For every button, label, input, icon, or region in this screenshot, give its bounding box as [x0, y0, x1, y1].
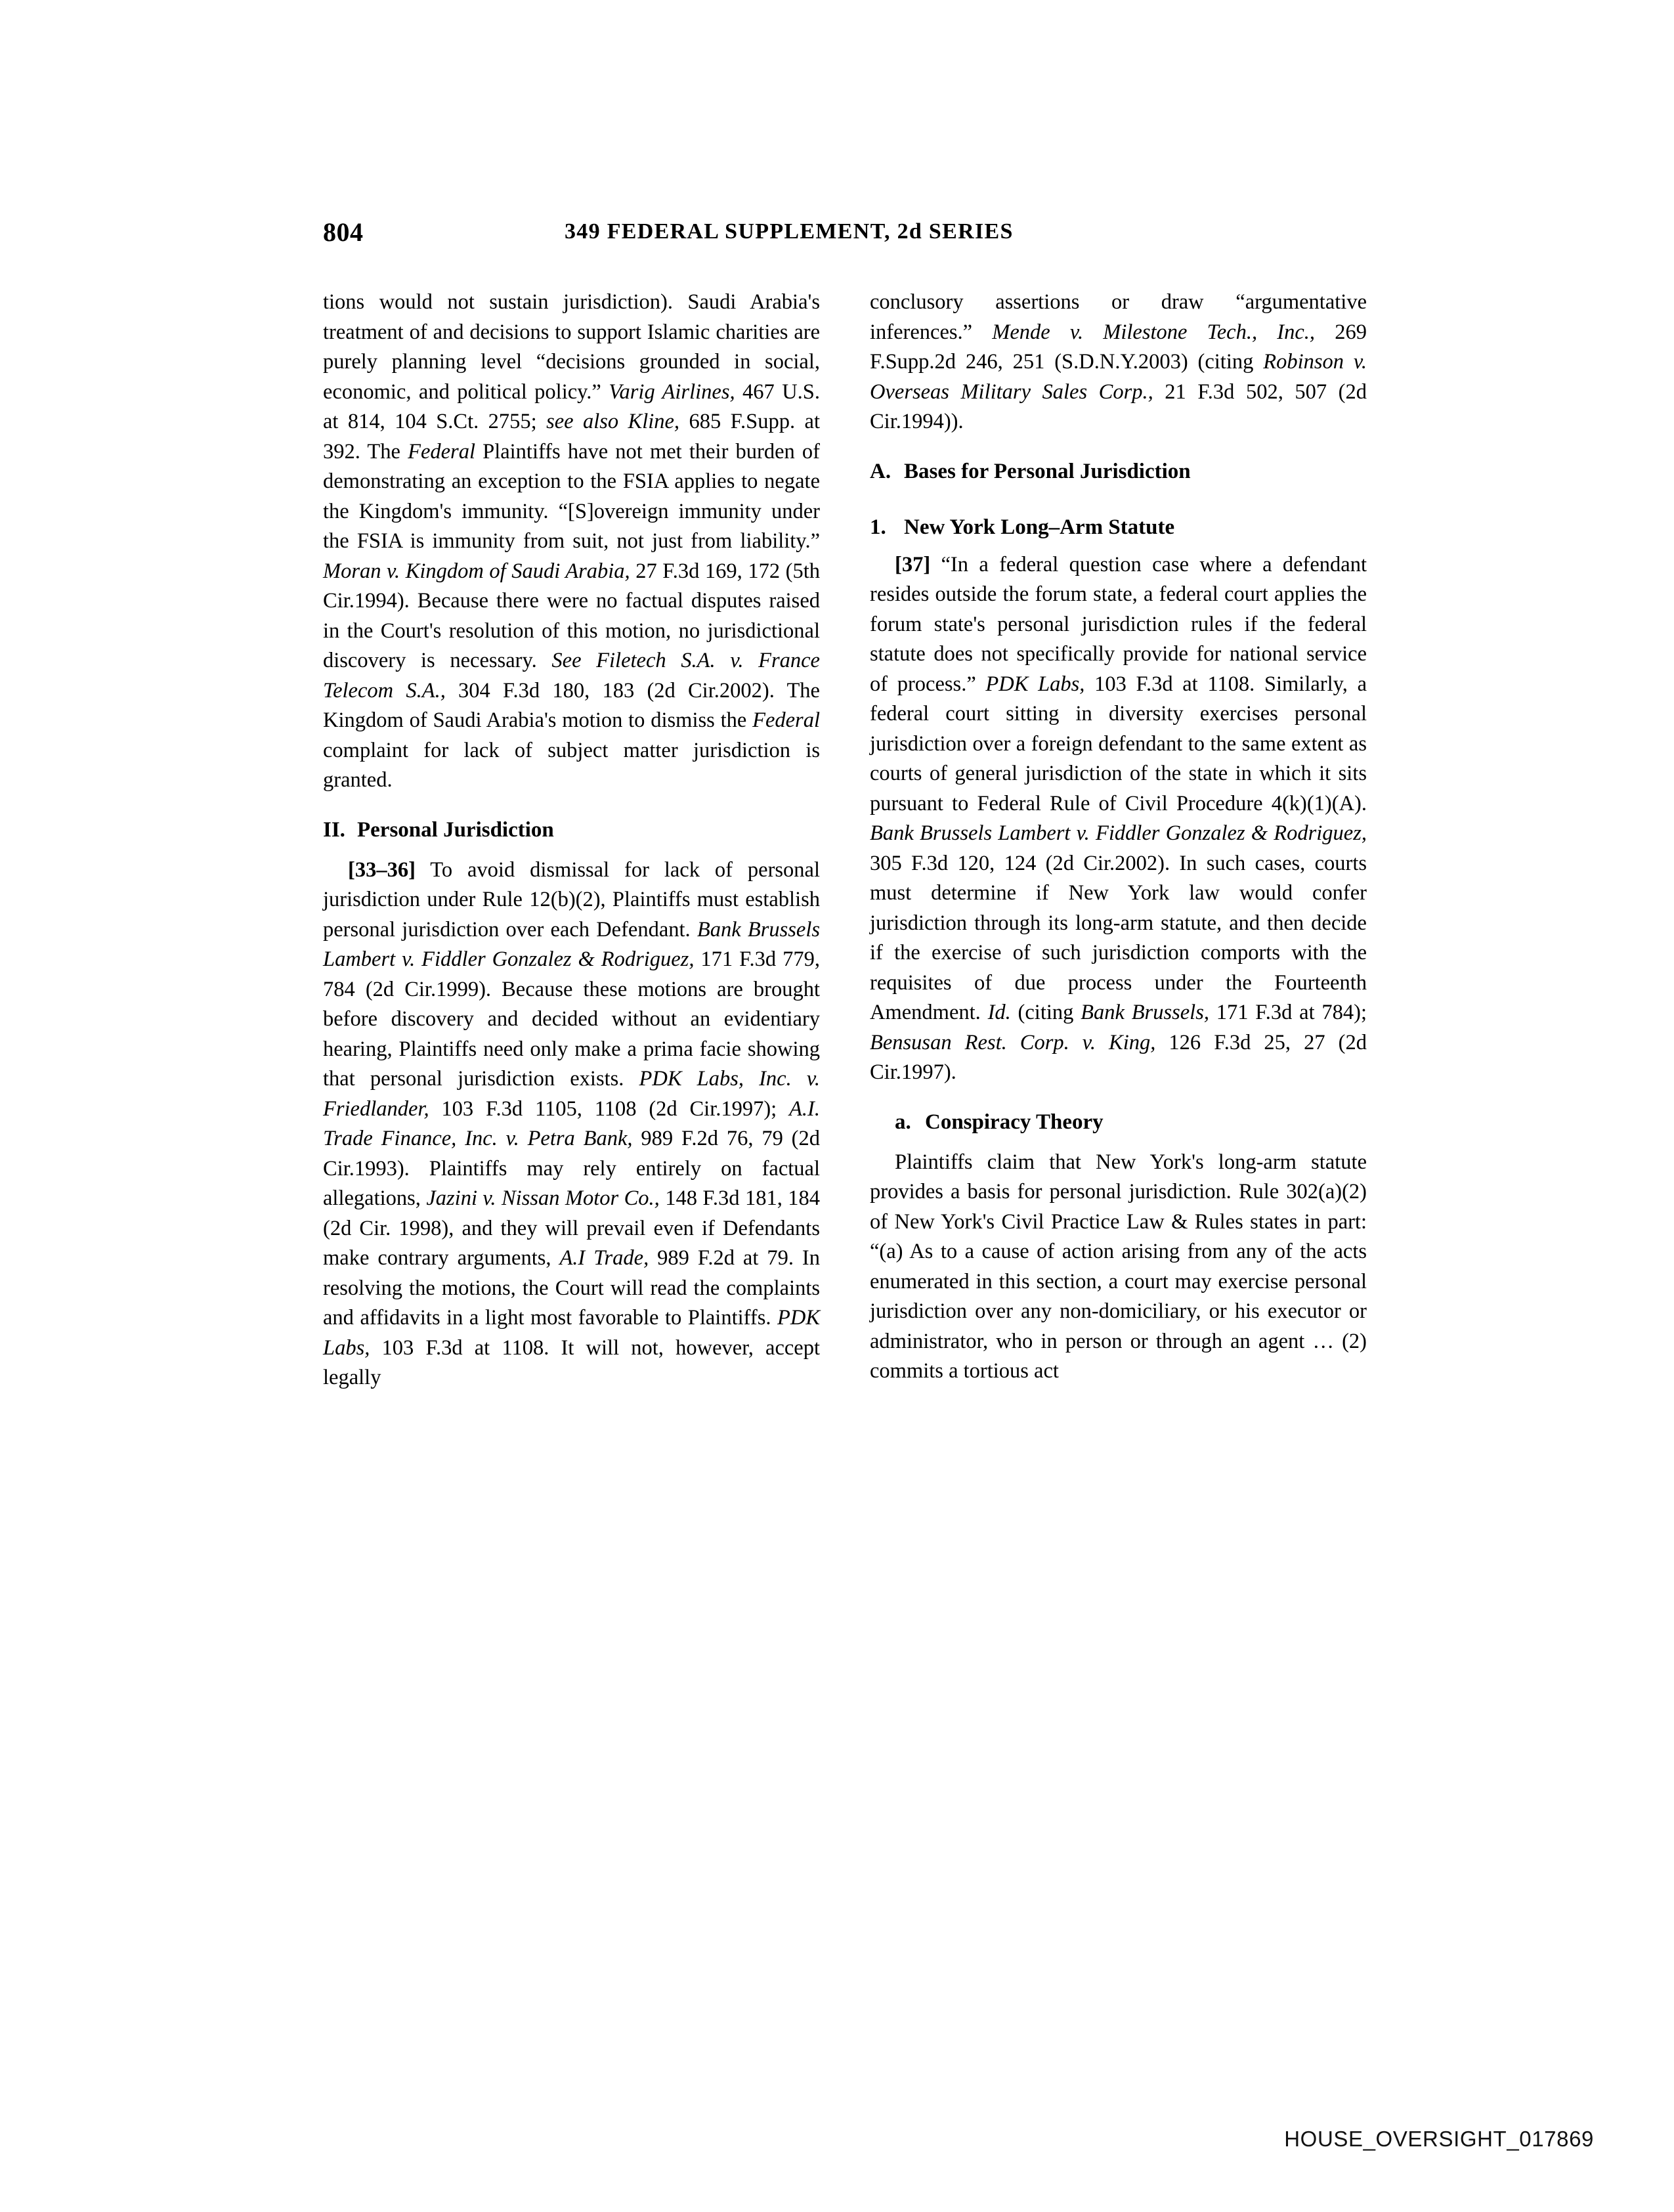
heading-number: a.: [895, 1110, 911, 1134]
heading-personal-jurisdiction: [323, 796, 820, 856]
heading-title: Conspiracy Theory: [925, 1110, 1104, 1134]
paragraph-left-1: tions would not sustain jurisdiction). Saudi Arabia's treatment of and decisions to support Islamic charities are purely planning level “decisions grounded in social, economic, and political policy.” Varig Airlines, 467 U.S. at 814, 104 S.Ct. 2755; see also Kline, 685 F.Supp. at 392. The Federal Plaintiffs have not met their burden of demonstrating an exception to the FSIA applies to negate the Kingdom's immunity. “[S]overeign immunity under the FSIA is immunity from suit, not just from liability.” Moran v. Kingdom of Saudi Arabia, 27 F.3d 169, 172 (5th Cir.1994). Because there were no factual disputes raised in the Court's resolution of this motion, no jurisdictional discovery is necessary. See Filetech S.A. v. France Telecom S.A., 304 F.3d 180, 183 (2d Cir.2002). The Kingdom of Saudi Arabia's motion to dismiss the Federal complaint for lack of subject matter jurisdiction is granted.: [323, 290, 820, 792]
heading-bases-for-personal-jurisdiction: [870, 437, 1367, 497]
heading-title: New York Long–Arm Statute: [904, 515, 1175, 539]
two-column-body: [323, 288, 1367, 1393]
heading-new-york-long-arm-statute: [870, 497, 1367, 550]
bates-stamp: HOUSE_OVERSIGHT_017869: [1284, 2127, 1594, 2151]
right-column: [870, 288, 1367, 1393]
running-head: 349 FEDERAL SUPPLEMENT, 2d SERIES: [565, 219, 1014, 244]
heading-number: 1.: [870, 515, 886, 539]
left-column: [323, 288, 820, 1393]
heading-number: A.: [870, 459, 891, 483]
heading-title: Bases for Personal Jurisdiction: [904, 459, 1191, 483]
heading-title: Personal Jurisdiction: [357, 817, 554, 842]
page-header: [0, 217, 1674, 249]
heading-conspiracy-theory: [870, 1088, 1367, 1148]
heading-number: II.: [323, 817, 345, 842]
paragraph-right-1: conclusory assertions or draw “argumentative inferences.” Mende v. Milestone Tech., Inc., 269 F.Supp.2d 246, 251 (S.D.N.Y.2003) (citing Robinson v. Overseas Military Sales Corp., 21 F.3d 502, 507 (2d Cir.1994)).: [870, 290, 1367, 433]
paragraph-right-3: Plaintiffs claim that New York's long-arm statute provides a basis for personal jurisdiction. Rule 302(a)(2) of New York's Civil Practice Law & Rules states in part: “(a) As to a cause of action arising from any of the acts enumerated in this section, a court may exercise personal jurisdiction over any non-domiciliary, or his executor or administrator, who in person or through an agent … (2) commits a tortious act: [870, 1150, 1367, 1383]
page-number: 804: [323, 217, 364, 247]
paragraph-right-2: [37] “In a federal question case where a defendant resides outside the forum state, a federal court applies the forum state's personal jurisdiction rules if the federal statute does not specifically provide for national service of process.” PDK Labs, 103 F.3d at 1108. Similarly, a federal court sitting in diversity exercises personal jurisdiction over a foreign defendant to the same extent as courts of general jurisdiction of the state in which it sits pursuant to Federal Rule of Civil Procedure 4(k)(1)(A). Bank Brussels Lambert v. Fiddler Gonzalez & Rodriguez, 305 F.3d 120, 124 (2d Cir.2002). In such cases, courts must determine if New York law would confer jurisdiction through its long-arm statute, and then decide if the exercise of such jurisdiction comports with the requisites of due process under the Fourteenth Amendment. Id. (citing Bank Brussels, 171 F.3d at 784); Bensusan Rest. Corp. v. King, 126 F.3d 25, 27 (2d Cir.1997).: [870, 552, 1367, 1084]
paragraph-left-2: [33–36] To avoid dismissal for lack of personal jurisdiction under Rule 12(b)(2), Plaintiffs must establish personal jurisdiction over each Defendant. Bank Brussels Lambert v. Fiddler Gonzalez & Rodriguez, 171 F.3d 779, 784 (2d Cir.1999). Because these motions are brought before discovery and decided without an evidentiary hearing, Plaintiffs need only make a prima facie showing that personal jurisdiction exists. PDK Labs, Inc. v. Friedlander, 103 F.3d 1105, 1108 (2d Cir.1997); A.I. Trade Finance, Inc. v. Petra Bank, 989 F.2d 76, 79 (2d Cir.1993). Plaintiffs may rely entirely on factual allegations, Jazini v. Nissan Motor Co., 148 F.3d 181, 184 (2d Cir. 1998), and they will prevail even if Defendants make contrary arguments, A.I Trade, 989 F.2d at 79. In resolving the motions, the Court will read the complaints and affidavits in a light most favorable to Plaintiffs. PDK Labs, 103 F.3d at 1108. It will not, however, accept legally: [323, 857, 821, 1389]
